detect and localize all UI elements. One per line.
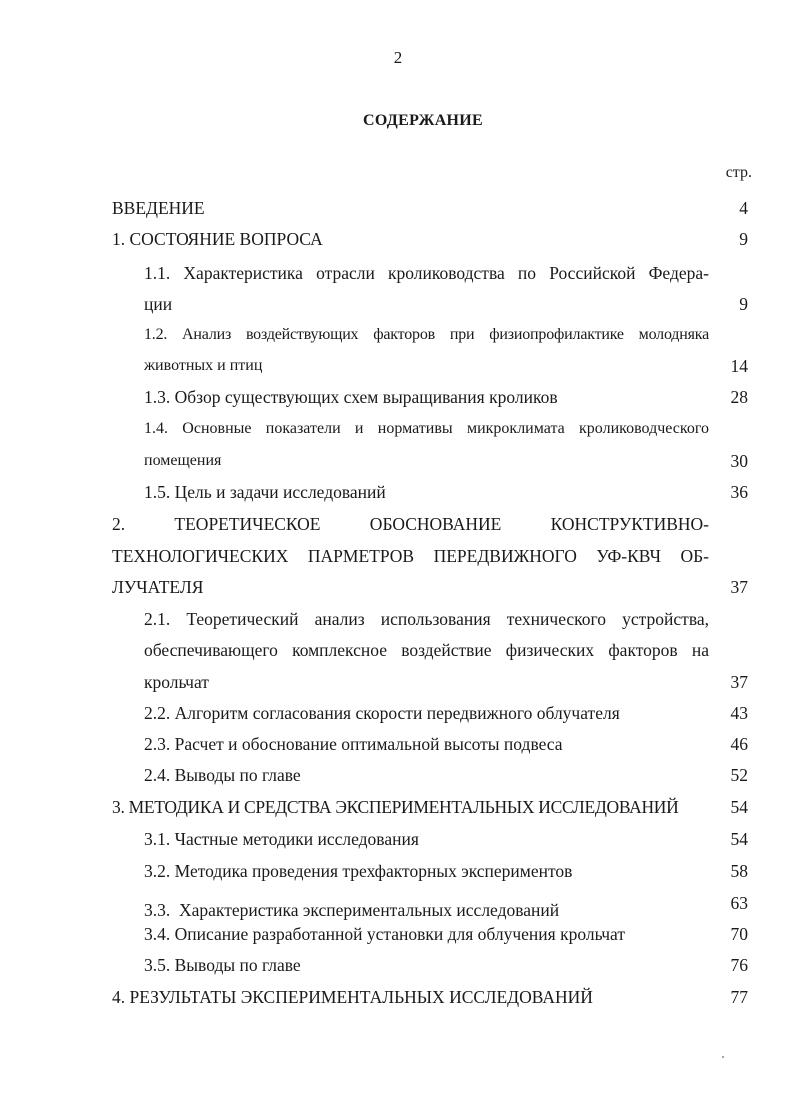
toc-entry-2-1-line1: 2.1. Теоретический анализ использования технического устройства, — [144, 609, 709, 629]
toc-page-1-2: 14 — [730, 356, 748, 376]
toc-entry-text: 1. СОСТОЯНИЕ ВОПРОСА — [112, 229, 323, 249]
toc-page-section-2: 37 — [730, 577, 748, 597]
toc-entry-intro — [112, 198, 205, 218]
toc-entry-1-2-line2: животных и птиц — [144, 357, 263, 374]
toc-entry-1-1-line1: 1.1. Характеристика отрасли кролиководства по Российской Федера- — [144, 263, 709, 283]
toc-entry-1-2-line1: 1.2. Анализ воздействующих факторов при физиопрофилактике молодняка — [144, 326, 709, 343]
toc-page-1-5: 36 — [730, 482, 748, 502]
toc-entry-section-2-line3: ЛУЧАТЕЛЯ — [112, 577, 204, 597]
toc-entry-2-2: 2.2. Алгоритм согласования скорости передвижного облучателя — [144, 703, 620, 723]
scan-speck — [722, 1056, 724, 1058]
toc-page-intro: 4 — [739, 198, 748, 218]
toc-page-2-4: 52 — [730, 765, 748, 785]
toc-entry-2-1-line2: обеспечивающего комплексное воздействие физических факторов на — [144, 640, 709, 660]
toc-entry-section-2-line1: 2. ТЕОРЕТИЧЕСКОЕ ОБОСНОВАНИЕ КОНСТРУКТИВНО- — [112, 514, 709, 534]
toc-page-1-4: 30 — [730, 451, 748, 471]
toc-entry-3-3: 3.3. Характеристика экспериментальных исследований — [144, 900, 560, 920]
toc-page-2-1: 37 — [730, 672, 748, 692]
toc-page-3-1: 54 — [730, 829, 748, 849]
toc-entry-text: ВВЕДЕНИЕ — [112, 198, 205, 218]
toc-page-section-3: 54 — [730, 797, 748, 817]
toc-entry-3-2: 3.2. Методика проведения трехфакторных экспериментов — [144, 861, 573, 881]
toc-entry-1-4-line1: 1.4. Основные показатели и нормативы микроклимата кролиководческого — [144, 420, 709, 437]
page-column-label: стр. — [725, 164, 752, 181]
toc-page-1-1: 9 — [739, 294, 748, 314]
toc-page-1-3: 28 — [730, 387, 748, 407]
toc-page-3-5: 76 — [730, 955, 748, 975]
toc-page-section-1: 9 — [739, 229, 748, 249]
toc-entry-1-1-line2: ции — [144, 294, 173, 314]
toc-entry-section-3: 3. МЕТОДИКА И СРЕДСТВА ЭКСПЕРИМЕНТАЛЬНЫХ ИССЛЕДОВАНИЙ — [112, 797, 679, 817]
toc-page-2-2: 43 — [730, 703, 748, 723]
page-number: 2 — [393, 48, 403, 67]
toc-entry-2-1-line3: крольчат — [144, 672, 209, 692]
toc-entry-3-4: 3.4. Описание разработанной установки для облучения крольчат — [144, 924, 626, 944]
toc-page-3-2: 58 — [730, 861, 748, 881]
toc-entry-1-4-line2: помещения — [144, 452, 222, 469]
page-title: СОДЕРЖАНИЕ — [362, 112, 484, 129]
toc-entry-section-2-line2: ТЕХНОЛОГИЧЕСКИХ ПАРМЕТРОВ ПЕРЕДВИЖНОГО УФ-КВЧ ОБ- — [112, 546, 709, 566]
toc-page-2-3: 46 — [730, 734, 748, 754]
toc-entry-2-4: 2.4. Выводы по главе — [144, 765, 301, 785]
toc-page-3-4: 70 — [730, 924, 748, 944]
toc-entry-2-3: 2.3. Расчет и обоснование оптимальной высоты подвеса — [144, 734, 563, 754]
toc-entry-3-5: 3.5. Выводы по главе — [144, 955, 301, 975]
toc-page-section-4: 77 — [730, 987, 748, 1007]
toc-entry-section-1 — [112, 229, 323, 249]
toc-entry-3-1: 3.1. Частные методики исследования — [144, 829, 419, 849]
toc-entry-1-3: 1.3. Обзор существующих схем выращивания кроликов — [144, 387, 558, 407]
toc-entry-1-5: 1.5. Цель и задачи исследований — [144, 482, 386, 502]
toc-entry-section-4: 4. РЕЗУЛЬТАТЫ ЭКСПЕРИМЕНТАЛЬНЫХ ИССЛЕДОВАНИЙ — [112, 987, 593, 1007]
toc-page-3-3: 63 — [730, 893, 748, 913]
